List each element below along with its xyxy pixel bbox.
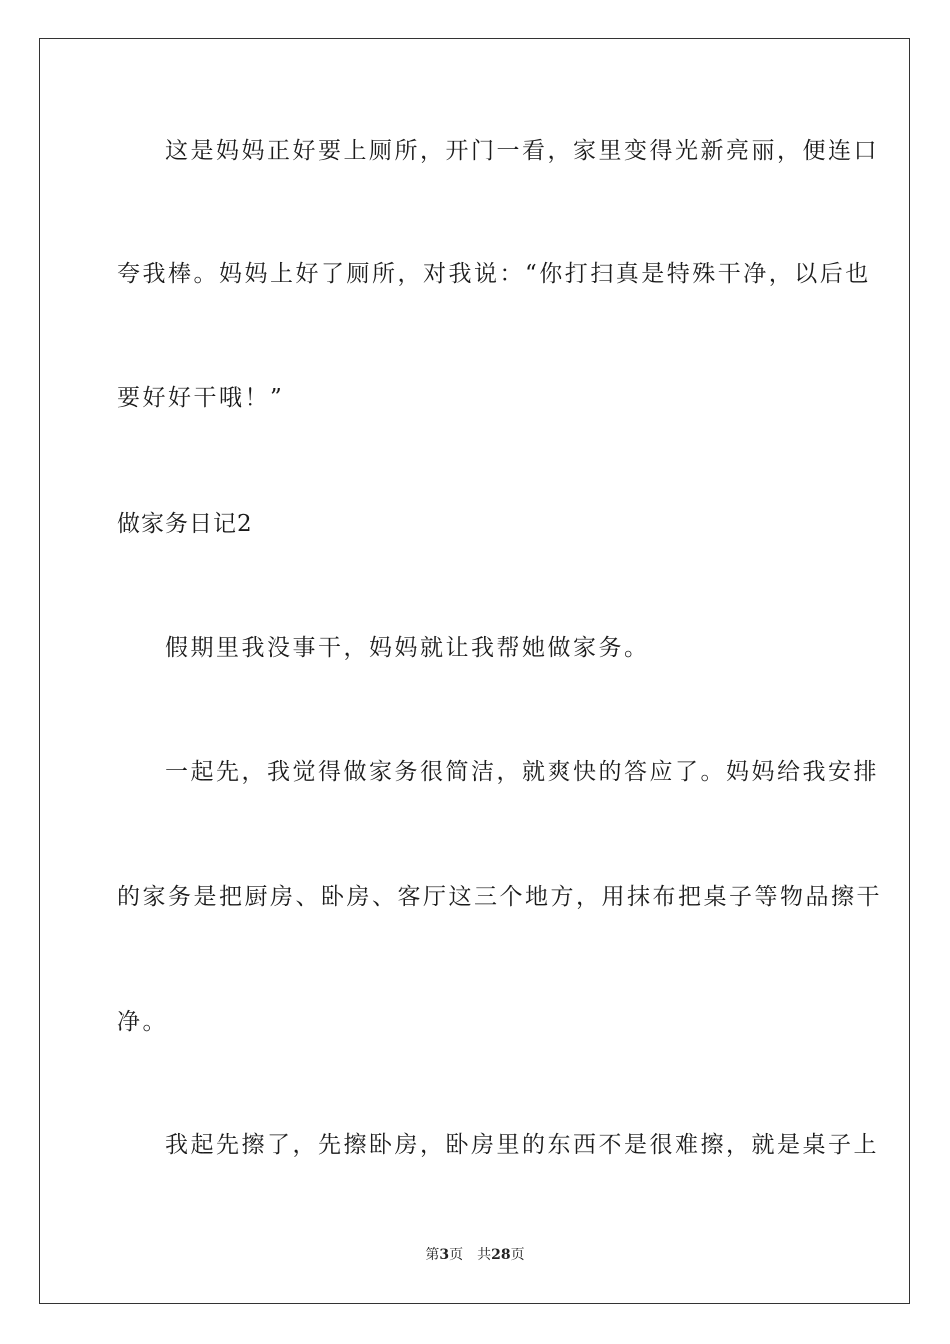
page-frame [39, 38, 910, 1304]
footer-total-pages: 28 [491, 1247, 511, 1263]
paragraph-line: 的家务是把厨房、卧房、客厅这三个地方，用抹布把桌子等物品擦干 [117, 884, 882, 910]
footer-page-suffix: 页 [449, 1247, 464, 1263]
paragraph-line: 这是妈妈正好要上厕所，开门一看，家里变得光新亮丽，便连口 [165, 138, 879, 164]
paragraph-line: 夸我棒。妈妈上好了厕所，对我说：“你打扫真是特殊干净，以后也 [117, 261, 871, 287]
paragraph-line: 假期里我没事干，妈妈就让我帮她做家务。 [165, 635, 650, 661]
footer-page-prefix: 第 [425, 1247, 440, 1263]
paragraph-line: 要好好干哦！” [117, 385, 285, 411]
page-footer [0, 1246, 950, 1264]
paragraph-line: 我起先擦了，先擦卧房，卧房里的东西不是很难擦，就是桌子上 [165, 1132, 879, 1158]
footer-total-suffix: 页 [510, 1247, 525, 1263]
footer-page-number: 3 [439, 1247, 450, 1263]
paragraph-line: 净。 [117, 1009, 168, 1035]
paragraph-line: 一起先，我觉得做家务很简洁，就爽快的答应了。妈妈给我安排 [165, 759, 879, 785]
footer-total-prefix: 共 [477, 1247, 492, 1263]
section-heading: 做家务日记2 [117, 511, 253, 537]
